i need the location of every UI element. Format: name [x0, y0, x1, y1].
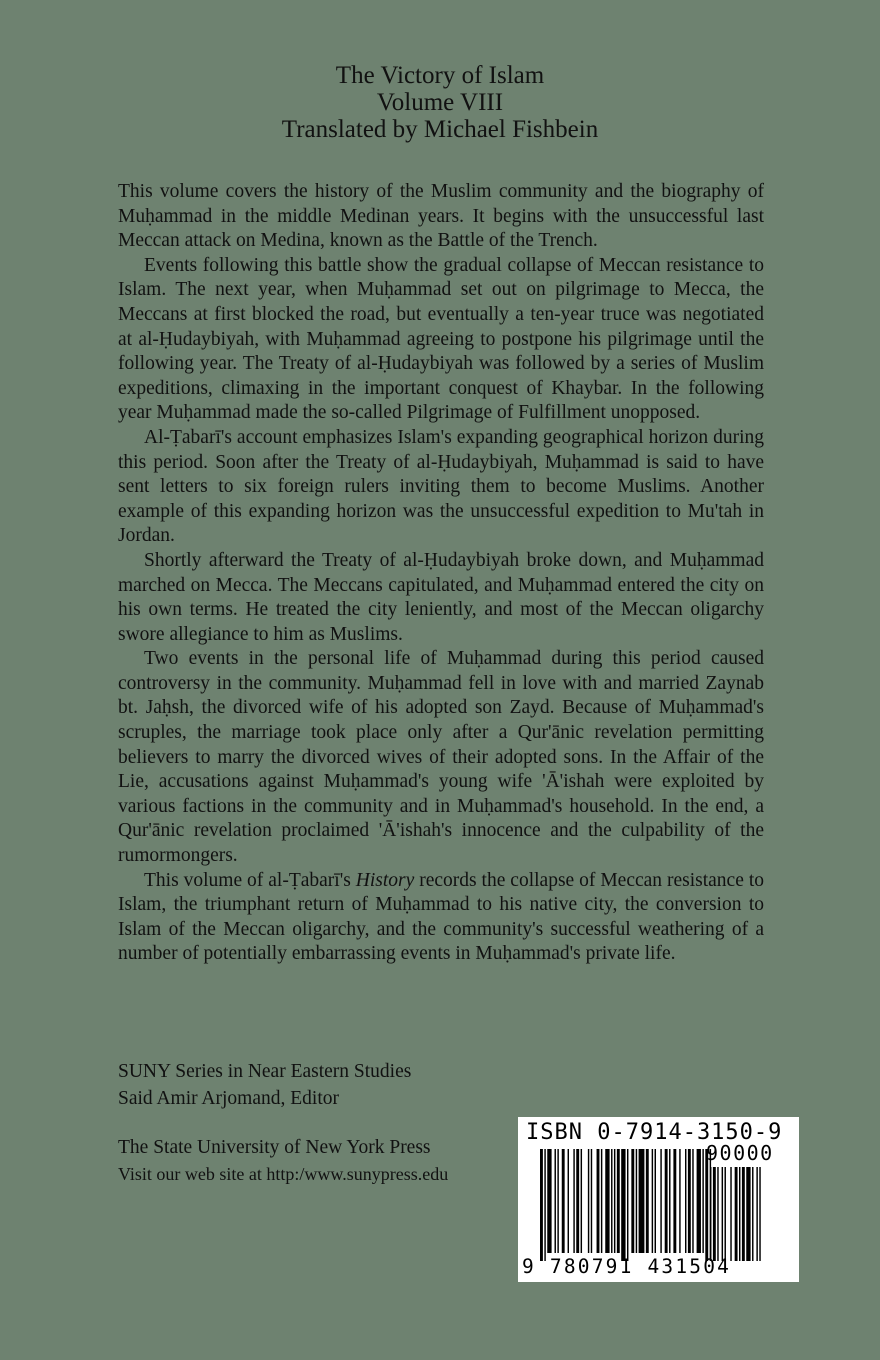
barcode-bar-13 [601, 1149, 602, 1253]
barcode-bar-1 [544, 1149, 545, 1261]
barcode-bar-4 [557, 1149, 558, 1253]
barcode-bar-27 [665, 1149, 668, 1253]
history-title-italic: History [355, 869, 415, 891]
barcode-bar-3 [555, 1149, 556, 1253]
series-editor: Said Amir Arjomand, Editor [118, 1088, 339, 1109]
barcode-bar-17 [617, 1149, 620, 1253]
barcode-bar-26 [660, 1149, 661, 1253]
blurb-p6-before: This volume of al-Ṭabarī's [144, 869, 356, 891]
book-title: The Victory of Islam [335, 62, 545, 89]
barcode-bar-22 [639, 1149, 645, 1253]
barcode-bar-16 [614, 1149, 615, 1253]
publisher-website: Visit our web site at http:/www.sunypress.edu [118, 1164, 449, 1184]
barcode-bar-25 [655, 1149, 656, 1253]
barcode-bar-6 [568, 1149, 569, 1253]
barcode-bar-7 [573, 1149, 574, 1253]
blurb-paragraph-5: Two events in the personal life of Muḥammad during this period caused controversy in the community. Muḥammad fell in love with and married Zaynab bt. Jaḥsh, the divorced wife of his adopted son Zayd. Because of Muḥammad's scruples, the marriage took place only after a Qur'ānic revelation permitting believers to marry the divorced wives of their adopted sons. In the Affair of the Lie, accusations against Muḥammad's young wife 'Ā'ishah were exploited by various factions in the community and in Muḥammad's household. In the end, a Qur'ānic revelation proclaimed 'Ā'ishah's innocence and the culpability of the rumormongers. [118, 648, 764, 867]
isbn-label: ISBN 0-7914-3150-9 [526, 1120, 783, 1145]
addon-bar-10 [730, 1167, 731, 1261]
barcode-bar-18 [621, 1149, 625, 1261]
barcode-bar-0 [540, 1149, 543, 1261]
blurb-paragraph-4: Shortly afterward the Treaty of al-Ḥudaybiyah broke down, and Muḥammad marched on Mecca. The Meccans capitulated, and Muḥammad entered the city on his own terms. He treated the city leniently, and most of the Meccan oligarchy swore allegiance to him as Muslims. [118, 549, 764, 645]
barcode-bar-2 [547, 1149, 551, 1253]
addon-bar-16 [742, 1167, 745, 1261]
blurb-paragraph-3: Al-Ṭabarī's account emphasizes Islam's expanding geographical horizon during this period. Soon after the Treaty of al-Ḥudaybiyah, Muḥammad is said to have sent letters to six foreign rulers inviting them to become Muslims. Another example of this expanding horizon was the unsuccessful expedition to Mu'tah in Jordan. [118, 426, 764, 547]
barcode-bar-30 [679, 1149, 680, 1253]
addon-bar-12 [735, 1167, 738, 1261]
barcode-bar-8 [576, 1149, 579, 1253]
volume-number: Volume VIII [376, 89, 504, 116]
title-block [0, 62, 880, 143]
barcode-bar-24 [652, 1149, 653, 1253]
addon-bar-14 [739, 1167, 740, 1261]
barcode-bar-10 [588, 1149, 589, 1253]
series-name: SUNY Series in Near Eastern Studies [118, 1061, 412, 1082]
barcode-bar-19 [627, 1149, 628, 1261]
barcode-bar-23 [646, 1149, 649, 1253]
addon-bar-2 [713, 1167, 716, 1261]
barcode-box [518, 1117, 799, 1282]
price-addon-label: 90000 [706, 1141, 774, 1165]
ean-number: 9 780791 431504 [522, 1255, 732, 1278]
blurb-paragraph-2: Events following this battle show the gradual collapse of Meccan resistance to Islam. The next year, when Muḥammad set out on pilgrimage to Mecca, the Meccans at first blocked the road, but eventually a ten-year truce was negotiated at al-Ḥudaybiyah, with Muḥammad agreeing to postpone his pilgrimage until the following year. The Treaty of al-Ḥudaybiyah was followed by a series of Muslim expeditions, climaxing in the important conquest of Khaybar. In the following year Muḥammad made the so-called Pilgrimage of Fulfillment unopposed. [118, 254, 764, 424]
blurb-p6-after: records the collapse of Meccan resistance to Islam, the triumphant return of Muḥammad to his native city, the conversion to Islam of the Meccan oligarchy, and the community's successful weathering of a number of potentially embarrassing events in Muḥammad's private life. [118, 869, 764, 965]
barcode-bar-28 [669, 1149, 670, 1253]
barcode-bar-12 [597, 1149, 600, 1253]
publisher-info [118, 1134, 448, 1188]
addon-bar-8 [725, 1167, 726, 1261]
barcode-bar-21 [636, 1149, 637, 1253]
addon-bar-24 [759, 1167, 760, 1261]
translator-line: Translated by Michael Fishbein [281, 116, 599, 143]
barcode-bar-31 [685, 1149, 686, 1253]
barcode-bar-33 [692, 1149, 693, 1253]
publisher-name: The State University of New York Press [118, 1137, 431, 1158]
barcode-bar-29 [673, 1149, 676, 1253]
barcode-bar-9 [581, 1149, 582, 1253]
barcode-bar-36 [705, 1149, 708, 1261]
barcode-bar-5 [562, 1149, 565, 1253]
barcode-bar-32 [688, 1149, 691, 1253]
blurb-paragraph-6 [118, 869, 764, 967]
barcode-bar-35 [702, 1149, 703, 1253]
addon-bar-22 [756, 1167, 757, 1261]
barcode-bar-34 [697, 1149, 701, 1253]
addon-bar-0 [710, 1167, 711, 1261]
barcode-bar-14 [605, 1149, 609, 1253]
series-info [118, 1058, 411, 1112]
addon-bar-4 [717, 1167, 718, 1261]
barcode-bar-11 [591, 1149, 592, 1253]
addon-bar-18 [746, 1167, 750, 1261]
barcode-bar-15 [611, 1149, 612, 1253]
blurb-paragraph-1: This volume covers the history of the Muslim community and the biography of Muḥammad in the middle Medinan years. It begins with the unsuccessful last Meccan attack on Medina, known as the Battle of the Trench. [118, 181, 764, 252]
addon-bar-6 [722, 1167, 723, 1261]
description-blurb [118, 180, 764, 967]
addon-bar-20 [752, 1167, 753, 1261]
barcode-bar-20 [631, 1149, 634, 1253]
